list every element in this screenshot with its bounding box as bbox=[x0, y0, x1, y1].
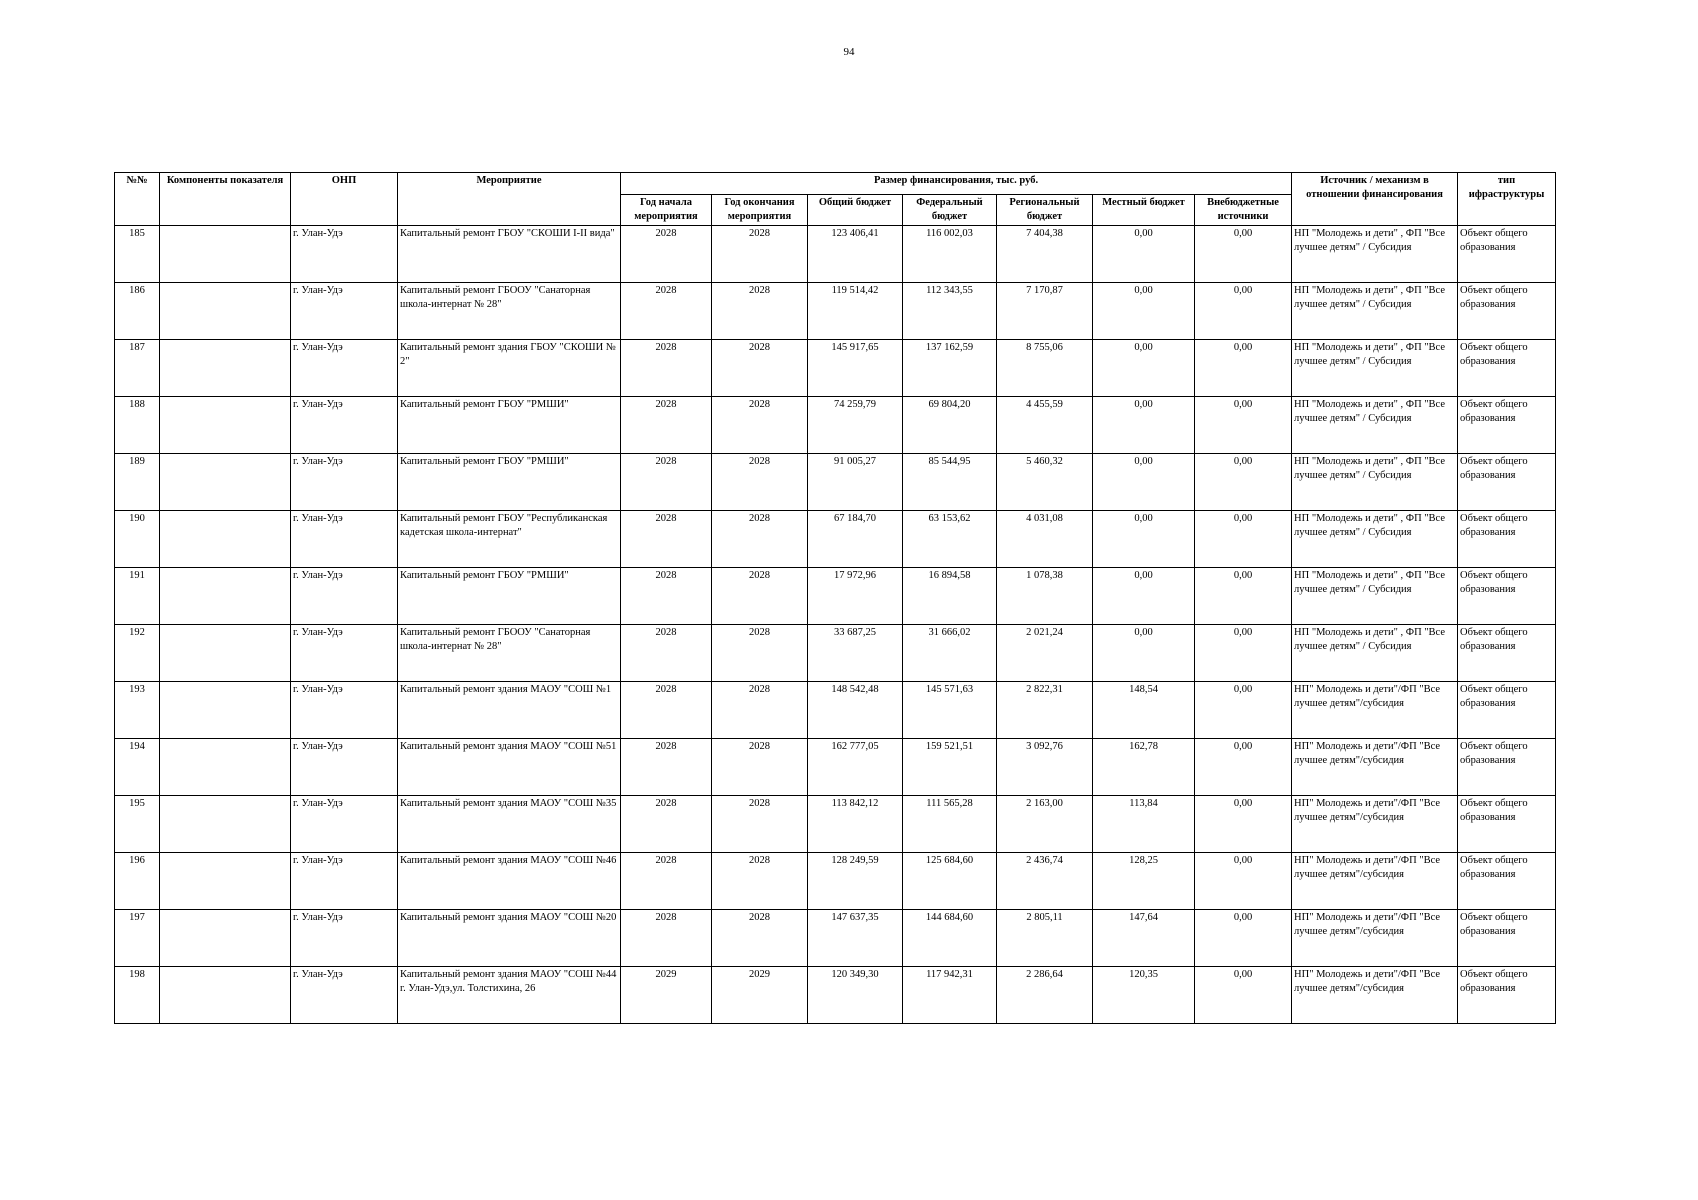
row-federal-budget: 117 942,31 bbox=[903, 967, 997, 1024]
row-extra-budget: 0,00 bbox=[1195, 682, 1292, 739]
table-row bbox=[115, 910, 1556, 967]
header-extra: Внебюджетные источники bbox=[1195, 195, 1292, 226]
row-end-year: 2028 bbox=[712, 910, 808, 967]
row-local-budget: 0,00 bbox=[1093, 397, 1195, 454]
row-local-budget: 0,00 bbox=[1093, 226, 1195, 283]
header-end-year: Год окончания мероприятия bbox=[712, 195, 808, 226]
row-regional-budget: 5 460,32 bbox=[997, 454, 1093, 511]
row-event: Капитальный ремонт здания МАОУ "СОШ №51 bbox=[398, 739, 621, 796]
row-component bbox=[160, 397, 291, 454]
row-infra-type: Объект общего образования bbox=[1458, 283, 1556, 340]
row-event: Капитальный ремонт ГБОУ "СКОШИ I-II вида" bbox=[398, 226, 621, 283]
table-header bbox=[115, 173, 1556, 226]
row-regional-budget: 1 078,38 bbox=[997, 568, 1093, 625]
row-regional-budget: 3 092,76 bbox=[997, 739, 1093, 796]
row-end-year: 2028 bbox=[712, 625, 808, 682]
row-source: НП "Молодежь и дети" , ФП "Все лучшее детям" / Субсидия bbox=[1292, 625, 1458, 682]
row-start-year: 2028 bbox=[621, 283, 712, 340]
row-number: 198 bbox=[115, 967, 160, 1024]
row-federal-budget: 144 684,60 bbox=[903, 910, 997, 967]
row-component bbox=[160, 739, 291, 796]
row-total-budget: 113 842,12 bbox=[808, 796, 903, 853]
row-regional-budget: 8 755,06 bbox=[997, 340, 1093, 397]
row-total-budget: 120 349,30 bbox=[808, 967, 903, 1024]
header-infra: тип ифраструктуры bbox=[1458, 173, 1556, 226]
row-regional-budget: 2 822,31 bbox=[997, 682, 1093, 739]
row-end-year: 2028 bbox=[712, 397, 808, 454]
header-total: Общий бюджет bbox=[808, 195, 903, 226]
header-financing-group: Размер финансирования, тыс. руб. bbox=[621, 173, 1292, 195]
row-regional-budget: 7 170,87 bbox=[997, 283, 1093, 340]
row-total-budget: 74 259,79 bbox=[808, 397, 903, 454]
row-infra-type: Объект общего образования bbox=[1458, 853, 1556, 910]
row-end-year: 2028 bbox=[712, 454, 808, 511]
row-event: Капитальный ремонт ГБОУ "РМШИ" bbox=[398, 397, 621, 454]
row-component bbox=[160, 796, 291, 853]
row-onp: г. Улан-Удэ bbox=[291, 226, 398, 283]
row-end-year: 2028 bbox=[712, 682, 808, 739]
row-number: 191 bbox=[115, 568, 160, 625]
table-row bbox=[115, 967, 1556, 1024]
table-row bbox=[115, 283, 1556, 340]
row-total-budget: 145 917,65 bbox=[808, 340, 903, 397]
row-onp: г. Улан-Удэ bbox=[291, 910, 398, 967]
row-federal-budget: 111 565,28 bbox=[903, 796, 997, 853]
header-start-year: Год начала мероприятия bbox=[621, 195, 712, 226]
row-end-year: 2028 bbox=[712, 796, 808, 853]
row-federal-budget: 125 684,60 bbox=[903, 853, 997, 910]
row-start-year: 2028 bbox=[621, 340, 712, 397]
row-regional-budget: 4 031,08 bbox=[997, 511, 1093, 568]
row-component bbox=[160, 340, 291, 397]
row-extra-budget: 0,00 bbox=[1195, 454, 1292, 511]
header-source: Источник / механизм в отношении финансирования bbox=[1292, 173, 1458, 226]
row-total-budget: 128 249,59 bbox=[808, 853, 903, 910]
row-extra-budget: 0,00 bbox=[1195, 283, 1292, 340]
row-local-budget: 113,84 bbox=[1093, 796, 1195, 853]
row-source: НП" Молодежь и дети"/ФП "Все лучшее детям"/субсидия bbox=[1292, 967, 1458, 1024]
row-component bbox=[160, 967, 291, 1024]
row-number: 192 bbox=[115, 625, 160, 682]
row-extra-budget: 0,00 bbox=[1195, 568, 1292, 625]
row-number: 186 bbox=[115, 283, 160, 340]
row-local-budget: 128,25 bbox=[1093, 853, 1195, 910]
row-source: НП" Молодежь и дети"/ФП "Все лучшее детям"/субсидия bbox=[1292, 910, 1458, 967]
row-onp: г. Улан-Удэ bbox=[291, 796, 398, 853]
financing-table bbox=[114, 172, 1556, 1024]
table-row bbox=[115, 226, 1556, 283]
row-onp: г. Улан-Удэ bbox=[291, 568, 398, 625]
row-onp: г. Улан-Удэ bbox=[291, 967, 398, 1024]
row-local-budget: 148,54 bbox=[1093, 682, 1195, 739]
row-number: 195 bbox=[115, 796, 160, 853]
row-extra-budget: 0,00 bbox=[1195, 397, 1292, 454]
row-event: Капитальный ремонт здания ГБОУ "СКОШИ № 2" bbox=[398, 340, 621, 397]
row-extra-budget: 0,00 bbox=[1195, 625, 1292, 682]
row-total-budget: 123 406,41 bbox=[808, 226, 903, 283]
row-start-year: 2028 bbox=[621, 739, 712, 796]
table-row bbox=[115, 625, 1556, 682]
header-components: Компоненты показателя bbox=[160, 173, 291, 226]
row-number: 190 bbox=[115, 511, 160, 568]
row-extra-budget: 0,00 bbox=[1195, 910, 1292, 967]
row-number: 196 bbox=[115, 853, 160, 910]
row-component bbox=[160, 283, 291, 340]
table-row bbox=[115, 568, 1556, 625]
row-local-budget: 0,00 bbox=[1093, 511, 1195, 568]
row-source: НП" Молодежь и дети"/ФП "Все лучшее детям"/субсидия bbox=[1292, 853, 1458, 910]
row-local-budget: 0,00 bbox=[1093, 625, 1195, 682]
row-event: Капитальный ремонт ГБООУ "Санаторная школа-интернат № 28" bbox=[398, 283, 621, 340]
row-event: Капитальный ремонт здания МАОУ "СОШ №35 bbox=[398, 796, 621, 853]
row-onp: г. Улан-Удэ bbox=[291, 397, 398, 454]
row-local-budget: 162,78 bbox=[1093, 739, 1195, 796]
header-local: Местный бюджет bbox=[1093, 195, 1195, 226]
row-extra-budget: 0,00 bbox=[1195, 967, 1292, 1024]
row-start-year: 2028 bbox=[621, 511, 712, 568]
table-row bbox=[115, 739, 1556, 796]
row-federal-budget: 137 162,59 bbox=[903, 340, 997, 397]
row-event: Капитальный ремонт ГБОУ "РМШИ" bbox=[398, 454, 621, 511]
row-local-budget: 0,00 bbox=[1093, 568, 1195, 625]
row-federal-budget: 112 343,55 bbox=[903, 283, 997, 340]
row-source: НП "Молодежь и дети" , ФП "Все лучшее детям" / Субсидия bbox=[1292, 226, 1458, 283]
row-source: НП "Молодежь и дети" , ФП "Все лучшее детям" / Субсидия bbox=[1292, 340, 1458, 397]
row-infra-type: Объект общего образования bbox=[1458, 625, 1556, 682]
row-component bbox=[160, 568, 291, 625]
row-federal-budget: 63 153,62 bbox=[903, 511, 997, 568]
row-infra-type: Объект общего образования bbox=[1458, 796, 1556, 853]
row-event: Капитальный ремонт здания МАОУ "СОШ №20 bbox=[398, 910, 621, 967]
row-federal-budget: 145 571,63 bbox=[903, 682, 997, 739]
row-number: 194 bbox=[115, 739, 160, 796]
row-event: Капитальный ремонт здания МАОУ "СОШ №1 bbox=[398, 682, 621, 739]
row-source: НП" Молодежь и дети"/ФП "Все лучшее детям"/субсидия bbox=[1292, 796, 1458, 853]
row-extra-budget: 0,00 bbox=[1195, 511, 1292, 568]
row-extra-budget: 0,00 bbox=[1195, 853, 1292, 910]
row-component bbox=[160, 625, 291, 682]
row-source: НП "Молодежь и дети" , ФП "Все лучшее детям" / Субсидия bbox=[1292, 511, 1458, 568]
row-event: Капитальный ремонт ГБООУ "Санаторная школа-интернат № 28" bbox=[398, 625, 621, 682]
row-total-budget: 17 972,96 bbox=[808, 568, 903, 625]
row-regional-budget: 7 404,38 bbox=[997, 226, 1093, 283]
row-event: Капитальный ремонт ГБОУ "РМШИ" bbox=[398, 568, 621, 625]
row-federal-budget: 85 544,95 bbox=[903, 454, 997, 511]
row-infra-type: Объект общего образования bbox=[1458, 682, 1556, 739]
row-end-year: 2028 bbox=[712, 853, 808, 910]
row-infra-type: Объект общего образования bbox=[1458, 511, 1556, 568]
table-row bbox=[115, 340, 1556, 397]
row-local-budget: 0,00 bbox=[1093, 283, 1195, 340]
row-end-year: 2028 bbox=[712, 568, 808, 625]
row-total-budget: 148 542,48 bbox=[808, 682, 903, 739]
row-number: 189 bbox=[115, 454, 160, 511]
header-onp: ОНП bbox=[291, 173, 398, 226]
row-source: НП" Молодежь и дети"/ФП "Все лучшее детям"/субсидия bbox=[1292, 739, 1458, 796]
row-onp: г. Улан-Удэ bbox=[291, 283, 398, 340]
row-infra-type: Объект общего образования bbox=[1458, 568, 1556, 625]
row-regional-budget: 4 455,59 bbox=[997, 397, 1093, 454]
header-num: №№ bbox=[115, 173, 160, 226]
row-regional-budget: 2 805,11 bbox=[997, 910, 1093, 967]
row-federal-budget: 116 002,03 bbox=[903, 226, 997, 283]
row-component bbox=[160, 511, 291, 568]
row-start-year: 2028 bbox=[621, 397, 712, 454]
row-local-budget: 0,00 bbox=[1093, 454, 1195, 511]
row-component bbox=[160, 853, 291, 910]
page-number: 94 bbox=[843, 46, 855, 58]
row-federal-budget: 16 894,58 bbox=[903, 568, 997, 625]
row-end-year: 2028 bbox=[712, 283, 808, 340]
row-infra-type: Объект общего образования bbox=[1458, 739, 1556, 796]
row-end-year: 2029 bbox=[712, 967, 808, 1024]
table-row bbox=[115, 853, 1556, 910]
row-number: 197 bbox=[115, 910, 160, 967]
row-start-year: 2028 bbox=[621, 682, 712, 739]
row-event: Капитальный ремонт ГБОУ "Республиканская кадетская школа-интернат" bbox=[398, 511, 621, 568]
row-federal-budget: 31 666,02 bbox=[903, 625, 997, 682]
row-regional-budget: 2 436,74 bbox=[997, 853, 1093, 910]
row-federal-budget: 69 804,20 bbox=[903, 397, 997, 454]
table-row bbox=[115, 511, 1556, 568]
row-start-year: 2029 bbox=[621, 967, 712, 1024]
table-body bbox=[115, 226, 1556, 1024]
row-end-year: 2028 bbox=[712, 511, 808, 568]
row-infra-type: Объект общего образования bbox=[1458, 454, 1556, 511]
row-onp: г. Улан-Удэ bbox=[291, 853, 398, 910]
row-infra-type: Объект общего образования bbox=[1458, 967, 1556, 1024]
row-extra-budget: 0,00 bbox=[1195, 340, 1292, 397]
row-onp: г. Улан-Удэ bbox=[291, 454, 398, 511]
row-total-budget: 67 184,70 bbox=[808, 511, 903, 568]
row-total-budget: 147 637,35 bbox=[808, 910, 903, 967]
row-infra-type: Объект общего образования bbox=[1458, 340, 1556, 397]
row-end-year: 2028 bbox=[712, 340, 808, 397]
table-row bbox=[115, 796, 1556, 853]
row-end-year: 2028 bbox=[712, 739, 808, 796]
row-extra-budget: 0,00 bbox=[1195, 739, 1292, 796]
row-component bbox=[160, 682, 291, 739]
table-row bbox=[115, 397, 1556, 454]
row-component bbox=[160, 226, 291, 283]
row-onp: г. Улан-Удэ bbox=[291, 682, 398, 739]
row-infra-type: Объект общего образования bbox=[1458, 226, 1556, 283]
table-row bbox=[115, 682, 1556, 739]
row-total-budget: 91 005,27 bbox=[808, 454, 903, 511]
row-source: НП "Молодежь и дети" , ФП "Все лучшее детям" / Субсидия bbox=[1292, 283, 1458, 340]
row-number: 187 bbox=[115, 340, 160, 397]
header-federal: Федеральный бюджет bbox=[903, 195, 997, 226]
row-source: НП" Молодежь и дети"/ФП "Все лучшее детям"/субсидия bbox=[1292, 682, 1458, 739]
row-source: НП "Молодежь и дети" , ФП "Все лучшее детям" / Субсидия bbox=[1292, 397, 1458, 454]
row-regional-budget: 2 163,00 bbox=[997, 796, 1093, 853]
row-start-year: 2028 bbox=[621, 625, 712, 682]
row-component bbox=[160, 910, 291, 967]
row-onp: г. Улан-Удэ bbox=[291, 625, 398, 682]
row-end-year: 2028 bbox=[712, 226, 808, 283]
row-total-budget: 33 687,25 bbox=[808, 625, 903, 682]
row-local-budget: 120,35 bbox=[1093, 967, 1195, 1024]
row-extra-budget: 0,00 bbox=[1195, 226, 1292, 283]
row-local-budget: 147,64 bbox=[1093, 910, 1195, 967]
row-onp: г. Улан-Удэ bbox=[291, 511, 398, 568]
row-total-budget: 119 514,42 bbox=[808, 283, 903, 340]
row-infra-type: Объект общего образования bbox=[1458, 910, 1556, 967]
row-number: 185 bbox=[115, 226, 160, 283]
row-source: НП "Молодежь и дети" , ФП "Все лучшее детям" / Субсидия bbox=[1292, 568, 1458, 625]
header-event: Мероприятие bbox=[398, 173, 621, 226]
row-local-budget: 0,00 bbox=[1093, 340, 1195, 397]
row-start-year: 2028 bbox=[621, 568, 712, 625]
row-onp: г. Улан-Удэ bbox=[291, 340, 398, 397]
row-total-budget: 162 777,05 bbox=[808, 739, 903, 796]
row-extra-budget: 0,00 bbox=[1195, 796, 1292, 853]
row-event: Капитальный ремонт здания МАОУ "СОШ №44 г. Улан-Удэ,ул. Толстихина, 26 bbox=[398, 967, 621, 1024]
row-source: НП "Молодежь и дети" , ФП "Все лучшее детям" / Субсидия bbox=[1292, 454, 1458, 511]
row-start-year: 2028 bbox=[621, 226, 712, 283]
row-event: Капитальный ремонт здания МАОУ "СОШ №46 bbox=[398, 853, 621, 910]
row-start-year: 2028 bbox=[621, 454, 712, 511]
row-start-year: 2028 bbox=[621, 853, 712, 910]
row-start-year: 2028 bbox=[621, 796, 712, 853]
row-onp: г. Улан-Удэ bbox=[291, 739, 398, 796]
header-regional: Региональный бюджет bbox=[997, 195, 1093, 226]
row-regional-budget: 2 021,24 bbox=[997, 625, 1093, 682]
row-federal-budget: 159 521,51 bbox=[903, 739, 997, 796]
table-row bbox=[115, 454, 1556, 511]
row-number: 188 bbox=[115, 397, 160, 454]
row-regional-budget: 2 286,64 bbox=[997, 967, 1093, 1024]
row-infra-type: Объект общего образования bbox=[1458, 397, 1556, 454]
row-number: 193 bbox=[115, 682, 160, 739]
row-start-year: 2028 bbox=[621, 910, 712, 967]
row-component bbox=[160, 454, 291, 511]
